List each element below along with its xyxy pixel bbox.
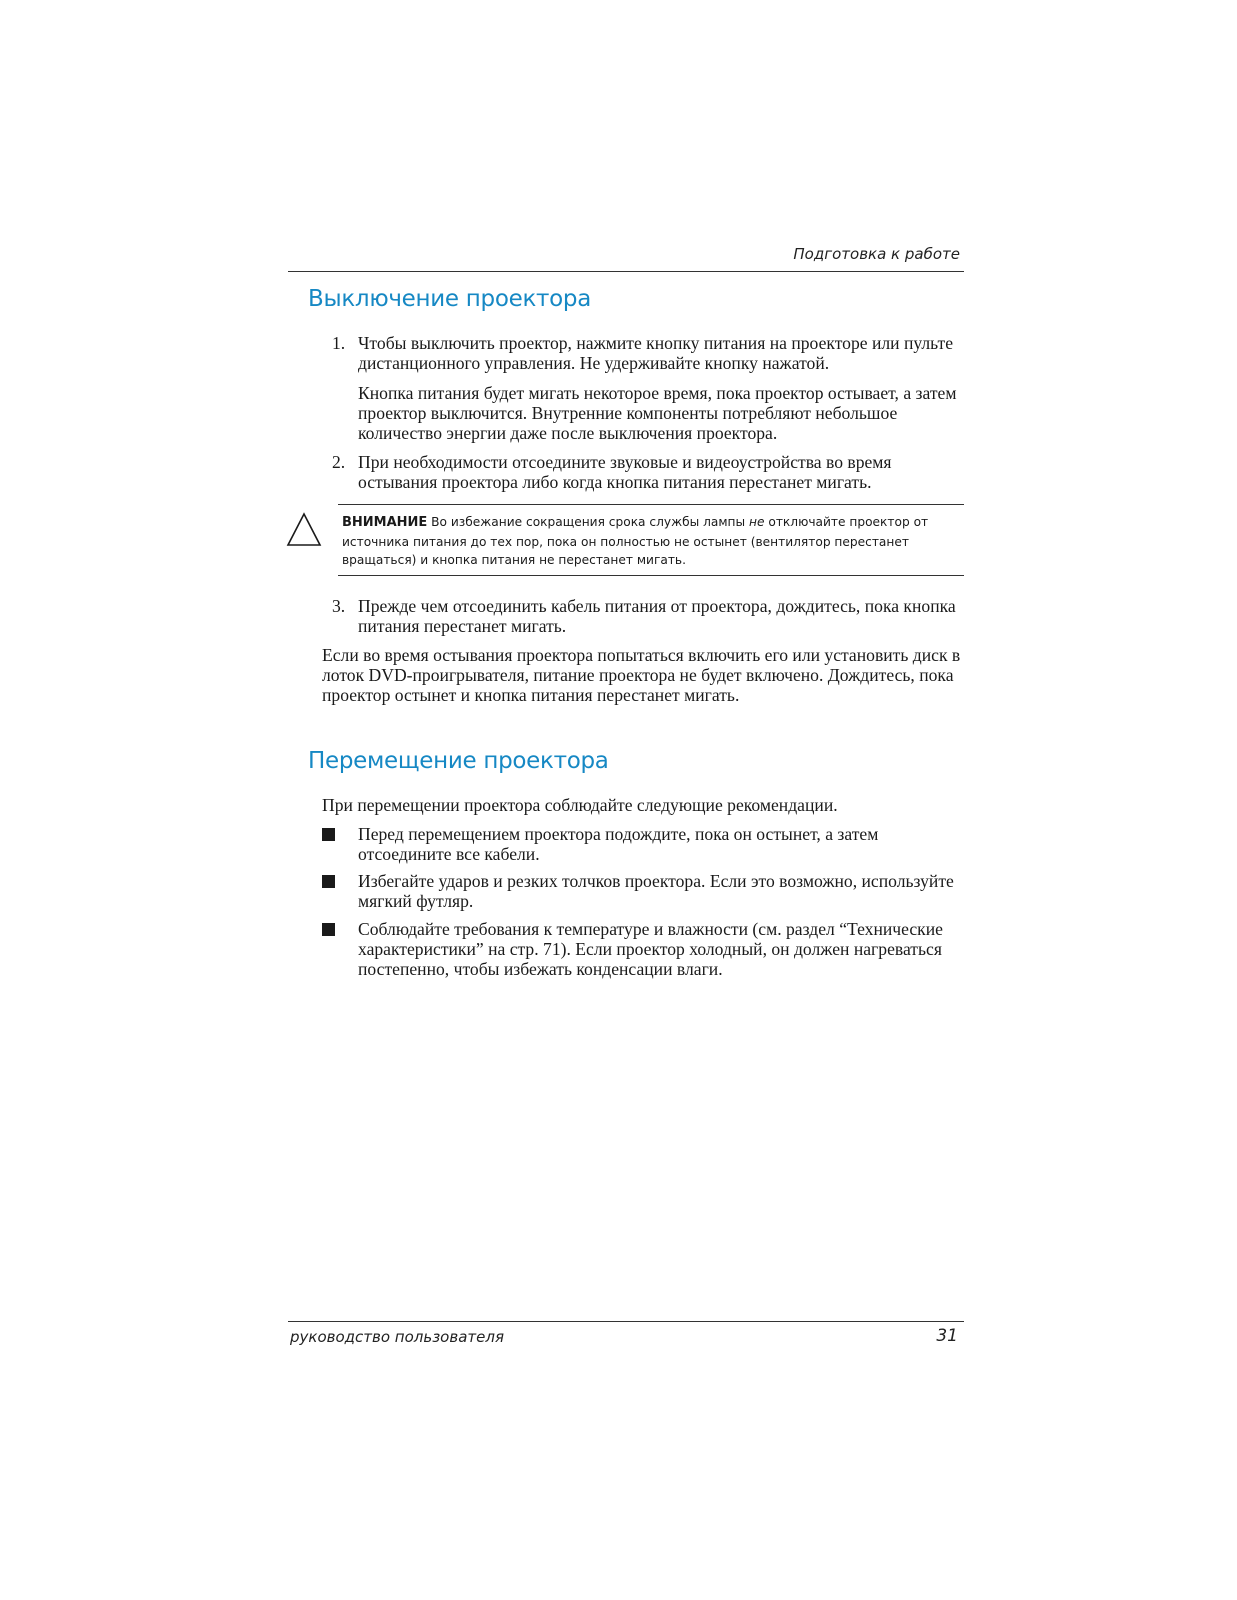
page-header bbox=[288, 244, 964, 272]
caution-rule-top bbox=[338, 504, 964, 505]
square-bullet-icon bbox=[322, 875, 335, 888]
moving-intro: При перемещении проектора соблюдайте следующие рекомендации. bbox=[322, 795, 838, 815]
step-text: Чтобы выключить проектор, нажмите кнопку питания на проекторе или пульте дистанционного управления. Не удерживайте кнопку нажатой. bbox=[358, 333, 954, 373]
bullet-text: Перед перемещением проектора подождите, пока он остынет, а затем отсоедините все кабели. bbox=[358, 824, 879, 864]
step-number: 1. bbox=[332, 333, 346, 353]
caution-rule-bottom bbox=[338, 575, 964, 576]
square-bullet-icon bbox=[322, 828, 335, 841]
step-number: 3. bbox=[332, 596, 346, 616]
step-text: Прежде чем отсоединить кабель питания от проектора, дождитесь, пока кнопка питания перестанет мигать. bbox=[358, 596, 956, 636]
caution-emphasis: не bbox=[749, 515, 765, 529]
bullet-text: Избегайте ударов и резких толчков проектора. Если это возможно, используйте мягкий футляр. bbox=[358, 871, 954, 911]
closing-paragraph: Если во время остывания проектора попытаться включить его или установить диск в лоток DVD-проигрывателя, питание проектора не будет включено. Дождитесь, пока проектор остынет и кнопка питания перестанет мигать. bbox=[322, 645, 961, 705]
caution-text-part: Во избежание сокращения срока службы лампы bbox=[427, 515, 750, 529]
caution-box bbox=[286, 504, 964, 576]
footer-doc-title: руководство пользователя bbox=[290, 1328, 504, 1346]
square-bullet-icon bbox=[322, 923, 335, 936]
caution-label: ВНИМАНИЕ bbox=[342, 515, 428, 530]
running-head: Подготовка к работе bbox=[793, 245, 960, 263]
page-footer bbox=[288, 1321, 964, 1352]
section-title-power-off: Выключение проектора bbox=[308, 286, 591, 312]
section-title-moving: Перемещение проектора bbox=[308, 748, 609, 774]
step-text: При необходимости отсоедините звуковые и видеоустройства во время остывания проектора либо когда кнопка питания перестанет мигать. bbox=[358, 452, 892, 492]
page-number: 31 bbox=[936, 1326, 958, 1346]
caution-triangle-icon bbox=[286, 512, 322, 548]
bullet-text: Соблюдайте требования к температуре и влажности (см. раздел “Технические характеристики” на стр. 71). Если проектор холодный, он должен нагреваться постепенно, чтобы избежать конденсации влаги. bbox=[358, 919, 943, 979]
caution-text bbox=[342, 513, 962, 570]
caution-text-part: отключайте проектор от источника питания до тех пор, пока он полностью не остынет (вентилятор перестанет вращаться) и кнопка питания не перестанет мигать. bbox=[342, 515, 929, 567]
step-number: 2. bbox=[332, 452, 346, 472]
step-1-note: Кнопка питания будет мигать некоторое время, пока проектор остывает, а затем проектор выключится. Внутренние компоненты потребляют небольшое количество энергии даже после выключения проектора. bbox=[358, 383, 957, 443]
